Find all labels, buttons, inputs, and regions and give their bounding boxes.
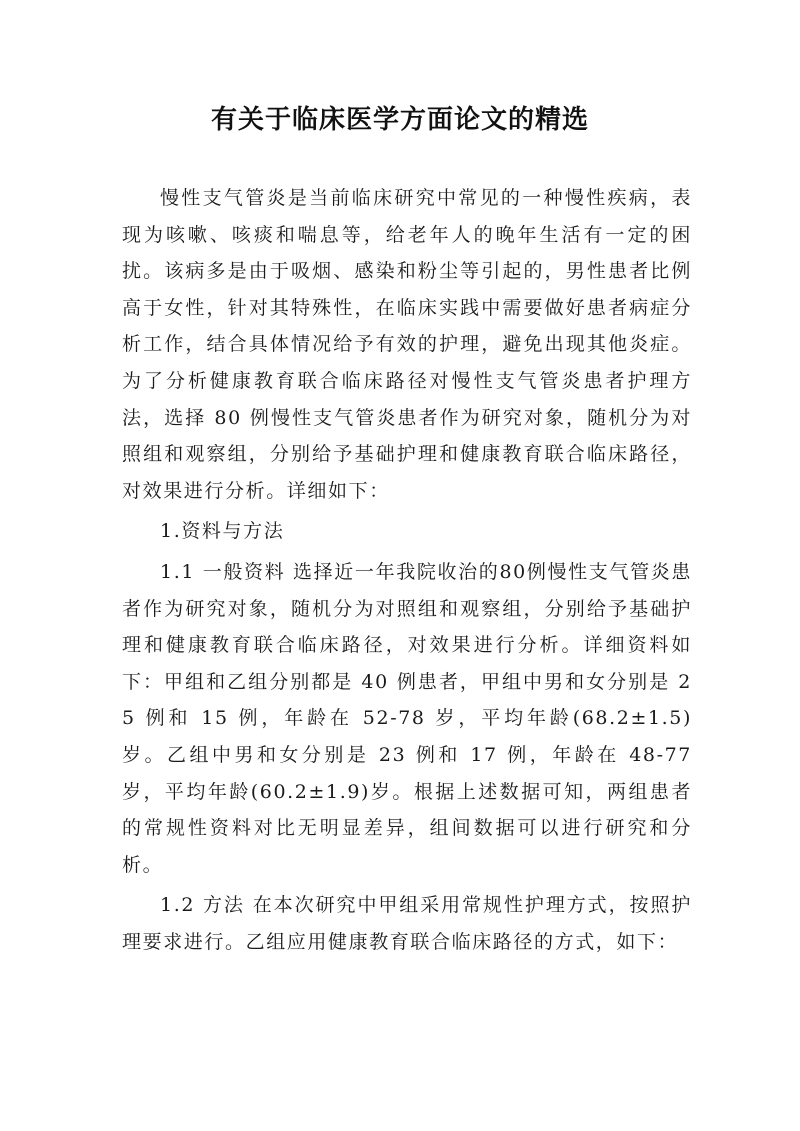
paragraph-methods: 1.2 方法 在本次研究中甲组采用常规性护理方式，按照护理要求进行。乙组应用健康教育联合临床路径的方式，如下：	[122, 894, 692, 953]
document-body	[122, 180, 692, 964]
document-title: 有关于临床医学方面论文的精选	[210, 105, 589, 135]
paragraph-intro: 慢性支气管炎是当前临床研究中常见的一种慢性疾病，表现为咳嗽、咳痰和喘息等，给老年人的晚年生活有一定的困扰。该病多是由于吸烟、感染和粉尘等引起的，男性患者比例高于女性，针对其特殊性，在临床实践中需要做好患者病症分析工作，结合具体情况给予有效的护理，避免出现其他炎症。为了分析健康教育联合临床路径对慢性支气管炎患者护理方法，选择 80 例慢性支气管炎患者作为研究对象，随机分为对照组和观察组，分别给予基础护理和健康教育联合临床路径，对效果进行分析。详细如下：	[122, 187, 692, 502]
paragraph-general-data: 1.1 一般资料 选择近一年我院收治的80例慢性支气管炎患者作为研究对象，随机分为对照组和观察组，分别给予基础护理和健康教育联合临床路径，对效果进行分析。详细资料如下：甲组和乙组分别都是 40 例患者，甲组中男和女分别是 25 例和 15 例，年龄在 52-78 岁，平均年龄(68.2±1.5)岁。乙组中男和女分别是 23 例和 17 例，年龄在 48-77 岁，平均年龄(60.2±1.9)岁。根据上述数据可知，两组患者的常规性资料对比无明显差异，组间数据可以进行研究和分析。	[122, 560, 692, 876]
section-heading-materials-methods: 1.资料与方法	[160, 520, 285, 543]
